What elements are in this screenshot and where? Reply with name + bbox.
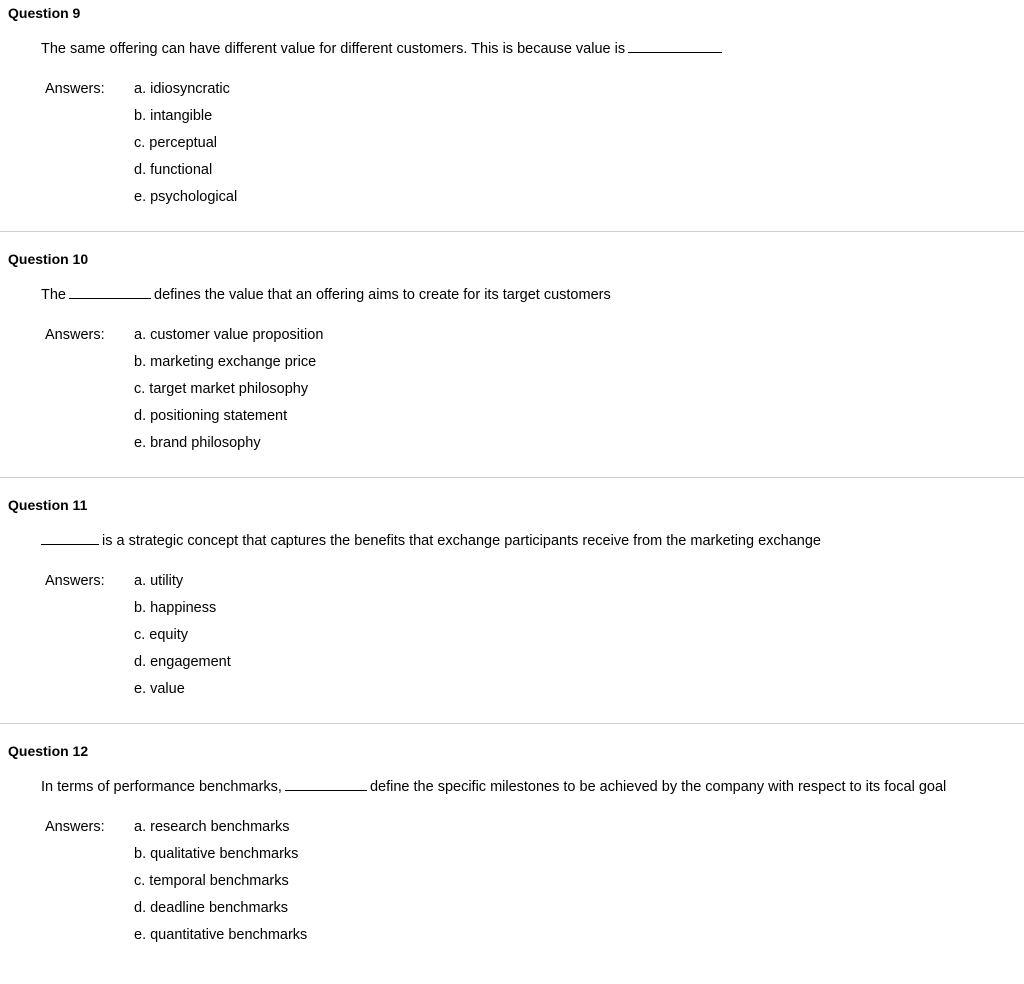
answer-option: c. equity — [134, 627, 188, 643]
question-text — [41, 37, 725, 59]
answer-option: a. utility — [134, 573, 184, 589]
question-title: Question 11 — [8, 497, 88, 513]
answer-option: c. target market philosophy — [134, 381, 309, 397]
question-text-after: defines the value that an offering aims to create for its target customers — [154, 287, 611, 303]
answer-option: b. happiness — [134, 600, 217, 616]
answer-blank — [628, 37, 722, 53]
answers-label: Answers: — [45, 81, 105, 97]
question-text-after: define the specific milestones to be achieved by the company with respect to its focal goal — [369, 779, 947, 795]
question-title: Question 9 — [8, 5, 81, 21]
question-text — [41, 775, 946, 797]
answer-option: c. perceptual — [134, 135, 218, 151]
question-text-after: is a strategic concept that captures the benefits that exchange participants receive from the marketing exchange — [102, 533, 821, 549]
answers-label: Answers: — [45, 819, 105, 835]
answer-option: e. quantitative benchmarks — [134, 927, 308, 943]
answer-option: e. psychological — [134, 189, 238, 205]
answer-blank — [69, 283, 151, 299]
question-divider — [0, 231, 1024, 232]
answer-blank — [41, 529, 99, 545]
answers-list — [134, 79, 237, 214]
answer-option: a. customer value proposition — [134, 327, 324, 343]
question-9 — [0, 0, 1024, 246]
answers-list — [134, 325, 323, 460]
question-11 — [0, 492, 1024, 738]
question-text — [41, 529, 821, 551]
answer-option: a. idiosyncratic — [134, 81, 230, 97]
answer-option: b. qualitative benchmarks — [134, 846, 299, 862]
answers-list — [134, 817, 307, 952]
answers-label: Answers: — [45, 327, 105, 343]
answer-option: d. positioning statement — [134, 408, 288, 424]
answer-option: d. deadline benchmarks — [134, 900, 288, 916]
question-10 — [0, 246, 1024, 492]
answer-blank — [285, 775, 367, 791]
answer-option: b. marketing exchange price — [134, 354, 317, 370]
answers-list — [134, 571, 231, 706]
question-text-before: In terms of performance benchmarks, — [41, 779, 282, 795]
question-text-before: The — [41, 287, 66, 303]
answer-option: c. temporal benchmarks — [134, 873, 289, 889]
answer-option: d. functional — [134, 162, 213, 178]
question-divider — [0, 723, 1024, 724]
question-divider — [0, 477, 1024, 478]
answers-label: Answers: — [45, 573, 105, 589]
answer-option: b. intangible — [134, 108, 213, 124]
question-title: Question 10 — [8, 251, 89, 267]
answer-option: e. value — [134, 681, 185, 697]
question-text — [41, 283, 611, 305]
question-title: Question 12 — [8, 743, 89, 759]
question-12 — [0, 738, 1024, 984]
question-text-before: The same offering can have different value for different customers. This is because value is — [41, 41, 626, 57]
answer-option: d. engagement — [134, 654, 231, 670]
answer-option: e. brand philosophy — [134, 435, 261, 451]
answer-option: a. research benchmarks — [134, 819, 290, 835]
